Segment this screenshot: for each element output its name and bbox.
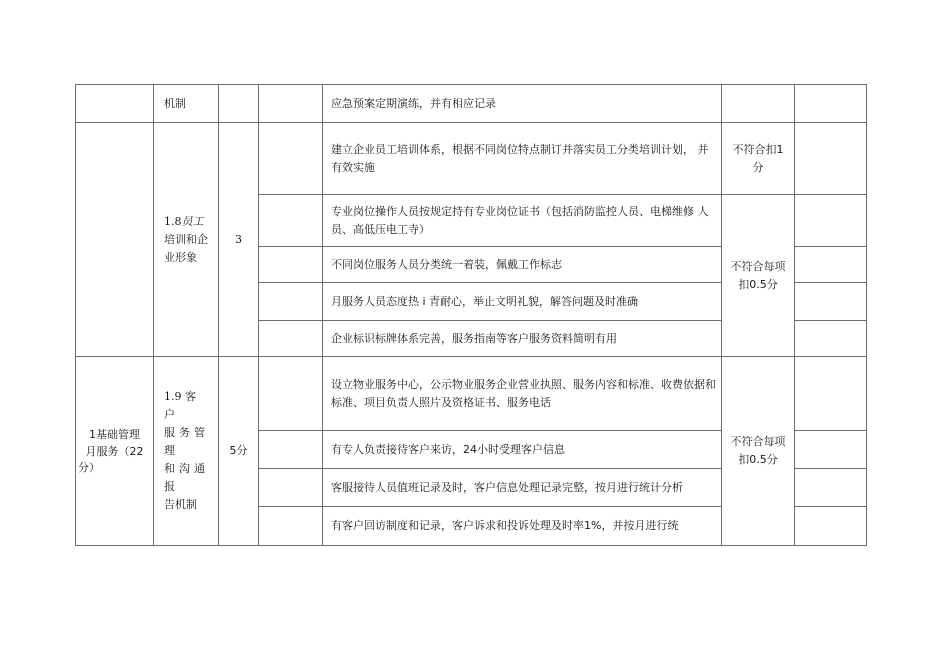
- result-cell: [795, 85, 867, 123]
- result-cell: [795, 123, 867, 195]
- deduction-cell: [722, 195, 795, 357]
- item-name-line: 告机制: [164, 498, 197, 511]
- deduction-line: 扣0.5分: [738, 453, 778, 466]
- score-cell-empty: [219, 85, 259, 123]
- item-number: 1.8: [164, 214, 182, 228]
- standard-cell: 月服务人员态度热 i 青耐心，举止文明礼貌，解答问题及时准确: [323, 283, 722, 321]
- item-name-line: 和沟通报: [164, 462, 209, 493]
- blank-cell: [259, 247, 323, 283]
- item-name-italic: 员工: [181, 214, 204, 228]
- standard-cell: 有客户回访制度和记录，客户诉求和投诉处理及时率1%，并按月进行统: [323, 507, 722, 546]
- result-cell: [795, 247, 867, 283]
- standard-cell: 不同岗位服务人员分类统一着装，佩戴工作标志: [323, 247, 722, 283]
- category-line: 1基础管理: [89, 428, 140, 441]
- blank-cell: [259, 123, 323, 195]
- deduction-cell-empty: [722, 85, 795, 123]
- result-cell: [795, 357, 867, 431]
- scoring-table: [75, 84, 867, 546]
- blank-cell: [259, 195, 323, 247]
- table-row: [76, 357, 867, 431]
- deduction-line: 扣0.5分: [738, 277, 778, 291]
- standard-cell: 企业标识标牌体系完善，服务指南等客户服务资料简明有用: [323, 321, 722, 357]
- blank-cell: [259, 283, 323, 321]
- category-line: 分）: [78, 461, 100, 474]
- standard-cell: 客服接待人员值班记录及时，客户信息处理记录完整，按月进行统计分析: [323, 469, 722, 507]
- deduction-cell: [722, 123, 795, 195]
- standard-cell: 应急预案定期演练，并有相应记录: [323, 85, 722, 123]
- blank-cell: [259, 321, 323, 357]
- item-1-9-score: 5分: [219, 357, 259, 546]
- result-cell: [795, 283, 867, 321]
- item-name-cell: 机制: [154, 85, 219, 123]
- result-cell: [795, 507, 867, 546]
- blank-cell: [259, 85, 323, 123]
- deduction-line: 不符合每项: [730, 259, 786, 273]
- blank-cell: [259, 431, 323, 469]
- deduction-line: 分: [752, 160, 764, 174]
- item-name-line: 服务管理: [164, 426, 209, 457]
- item-1-8-score: 3: [219, 123, 259, 357]
- deduction-line: 不符合每项: [730, 435, 786, 448]
- category-cell-empty: [76, 85, 154, 123]
- result-cell: [795, 195, 867, 247]
- blank-cell: [259, 507, 323, 546]
- category-line: 月服务（22: [85, 445, 144, 458]
- result-cell: [795, 321, 867, 357]
- table-row: [76, 123, 867, 195]
- item-1-9-name: [154, 357, 219, 546]
- standard-cell: 设立物业服务中心，公示物业服务企业营业执照、服务内容和标准、收费依据和标准、项目负责人照片及资格证书、服务电话: [323, 357, 722, 431]
- item-number: 1.9: [164, 390, 182, 403]
- result-cell: [795, 469, 867, 507]
- item-name-line: 培训和企: [164, 232, 208, 246]
- item-name-line: 客户: [164, 390, 205, 421]
- blank-cell: [259, 357, 323, 431]
- standard-cell: 建立企业员工培训体系，根据不同岗位特点制订并落实员工分类培训计划， 并有效实施: [323, 123, 722, 195]
- blank-cell: [259, 469, 323, 507]
- category-cell: [76, 357, 154, 546]
- item-name-line: 业形象: [164, 250, 197, 264]
- standard-cell: 有专人负责接待客户来访，24小时受理客户信息: [323, 431, 722, 469]
- item-1-8-name: [154, 123, 219, 357]
- standard-cell: 专业岗位操作人员按规定持有专业岗位证书（包括消防监控人员、电梯维修 人员、高低压电工寺）: [323, 195, 722, 247]
- deduction-cell: [722, 357, 795, 546]
- table-row: [76, 85, 867, 123]
- category-cell-empty: [76, 123, 154, 357]
- deduction-line: 不符合扣1: [732, 142, 784, 156]
- result-cell: [795, 431, 867, 469]
